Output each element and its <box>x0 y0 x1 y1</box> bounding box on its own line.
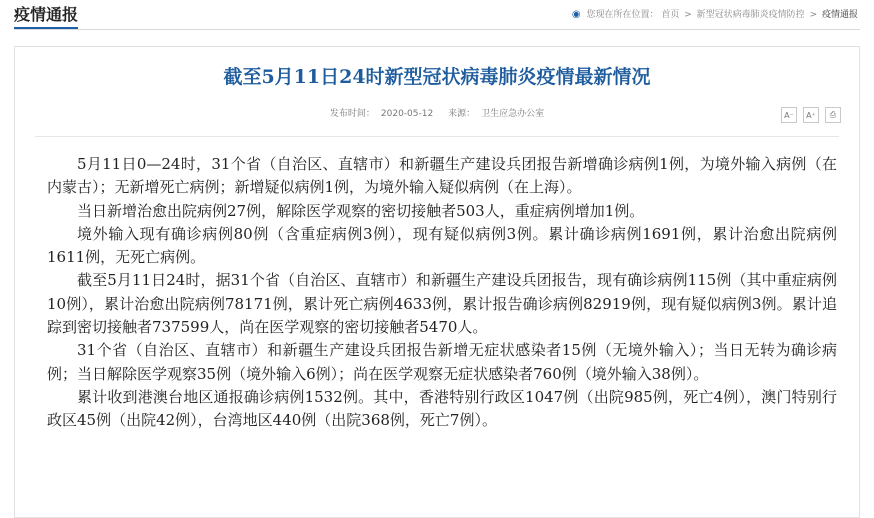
font-decrease-icon[interactable]: A⁻ <box>781 107 797 123</box>
section-title: 疫情通报 <box>14 6 78 30</box>
source-label: 来源： <box>448 109 476 119</box>
title-divider <box>35 136 839 137</box>
breadcrumb-prefix: 您现在所在位置： <box>586 10 659 20</box>
header-divider <box>14 29 860 30</box>
paragraph: 累计收到港澳台地区通报确诊病例1532例。其中，香港特别行政区1047例（出院985例，死亡4例），澳门特别行政区45例（出院42例），台湾地区440例（出院368例，死亡7例）。 <box>47 387 837 430</box>
paragraph: 5月11日0—24时，31个省（自治区、直辖市）和新疆生产建设兵团报告新增确诊病例1例，为境外输入病例（在内蒙古）；无新增死亡病例；新增疑似病例1例，为境外输入疑似病例（在上海）。 <box>47 155 837 197</box>
location-pin-icon: ◉ <box>571 9 581 20</box>
article-panel <box>14 46 860 518</box>
article-title: 截至5月11日24时新型冠状病毒肺炎疫情最新情况 <box>223 66 651 88</box>
publish-label: 发布时间： <box>329 109 375 119</box>
paragraph: 当日新增治愈出院病例27例，解除医学观察的密切接触者503人，重症病例增加1例。 <box>77 201 645 220</box>
article-tools <box>781 107 841 123</box>
paragraph: 截至5月11日24时，据31个省（自治区、直辖市）和新疆生产建设兵团报告，现有确诊病例115例（其中重症病例10例），累计治愈出院病例78171例，累计死亡病例4633例，累计报告确诊病例82919例，现有疑似病例3例。累计追踪到密切接触者737599人，尚在医学观察的密切接触者5470人。 <box>47 271 837 337</box>
paragraph: 境外输入现有确诊病例80例（含重症病例3例），现有疑似病例3例。累计确诊病例1691例，累计治愈出院病例1611例，无死亡病例。 <box>47 224 837 267</box>
article-meta <box>15 108 859 120</box>
source-value: 卫生应急办公室 <box>481 109 545 119</box>
article-body <box>47 153 837 433</box>
breadcrumb-separator: > <box>684 10 692 20</box>
breadcrumb-current: 疫情通报 <box>821 10 858 20</box>
breadcrumb <box>572 9 858 21</box>
breadcrumb-home-link[interactable]: 首页 <box>661 10 680 20</box>
print-icon[interactable]: ⎙ <box>825 107 841 123</box>
font-increase-icon[interactable]: A⁺ <box>803 107 819 123</box>
breadcrumb-prevention-link[interactable]: 新型冠状病毒肺炎疫情防控 <box>696 10 805 20</box>
breadcrumb-separator: > <box>809 10 818 20</box>
publish-date: 2020-05-12 <box>380 109 434 119</box>
paragraph: 31个省（自治区、直辖市）和新疆生产建设兵团报告新增无症状感染者15例（无境外输入）；当日无转为确诊病例；当日解除医学观察35例（境外输入6例）；尚在医学观察无症状感染者760例（境外输入38例）。 <box>47 341 837 383</box>
top-bar <box>0 0 874 30</box>
